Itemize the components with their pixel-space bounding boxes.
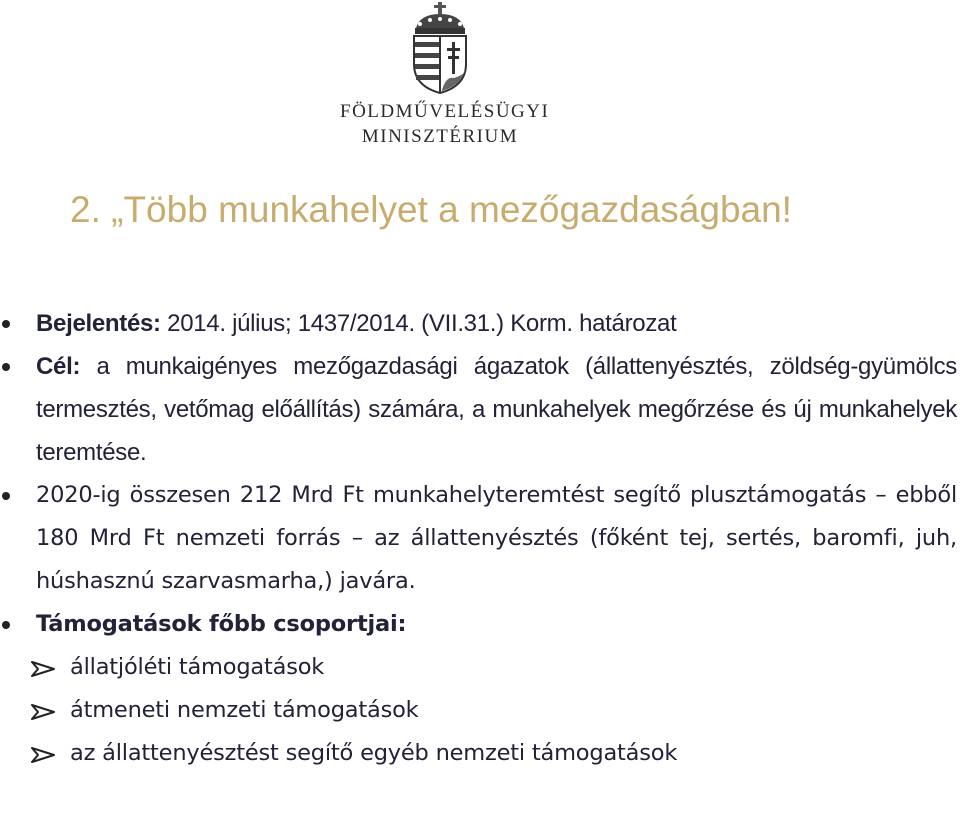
ministry-logo (340, 0, 550, 152)
funding-text: 2020-ig összesen 212 Mrd Ft munkahelyteremtést segítő plusztámogatás – ebből 180 Mrd Ft nemzeti forrás – az állattenyésztés (főként tej, sertés, baromfi, juh, húshasznú szarvasmarha,) javára. (36, 482, 957, 594)
arrow-bullet-icon (30, 661, 56, 677)
subitem-text: állatjóléti támogatások (70, 654, 325, 680)
subitem-text: az állattenyésztést segítő egyéb nemzeti támogatások (70, 740, 678, 766)
bullet-support-groups (0, 603, 960, 646)
coat-of-arms-icon (406, 2, 474, 94)
bullet-dot-icon (2, 320, 10, 328)
bullet-dot-icon (2, 492, 10, 500)
subitem-text: átmeneti nemzeti támogatások (70, 697, 419, 723)
slide-title: 2. „Több munkahelyet a mezőgazdaságban! (70, 189, 792, 230)
bullet-funding (0, 474, 960, 603)
subitem-other-national (0, 732, 960, 775)
announcement-label: Bejelentés: (36, 310, 161, 337)
announcement-text: 2014. július; 1437/2014. (VII.31.) Korm. határozat (167, 310, 677, 337)
arrow-bullet-icon (30, 704, 56, 720)
bullet-list (0, 302, 960, 775)
bullet-dot-icon (2, 621, 10, 629)
bullet-dot-icon (2, 363, 10, 371)
bullet-announcement (0, 302, 960, 345)
ministry-name-line1: FÖLDMŰVELÉSÜGYI (340, 101, 550, 122)
goal-label: Cél: (36, 353, 81, 380)
goal-text: a munkaigényes mezőgazdasági ágazatok (állattenyésztés, zöldség-gyümölcs termesztés, vetőmag előállítás) számára, a munkahelyek megőrzése és új munkahelyek teremtése. (36, 353, 957, 466)
bullet-goal (0, 345, 960, 474)
support-groups-label: Támogatások főbb csoportjai: (36, 611, 407, 637)
arrow-bullet-icon (30, 747, 56, 763)
subitem-animal-welfare (0, 646, 960, 689)
ministry-name-line2: MINISZTÉRIUM (361, 126, 519, 147)
subitem-transitional (0, 689, 960, 732)
